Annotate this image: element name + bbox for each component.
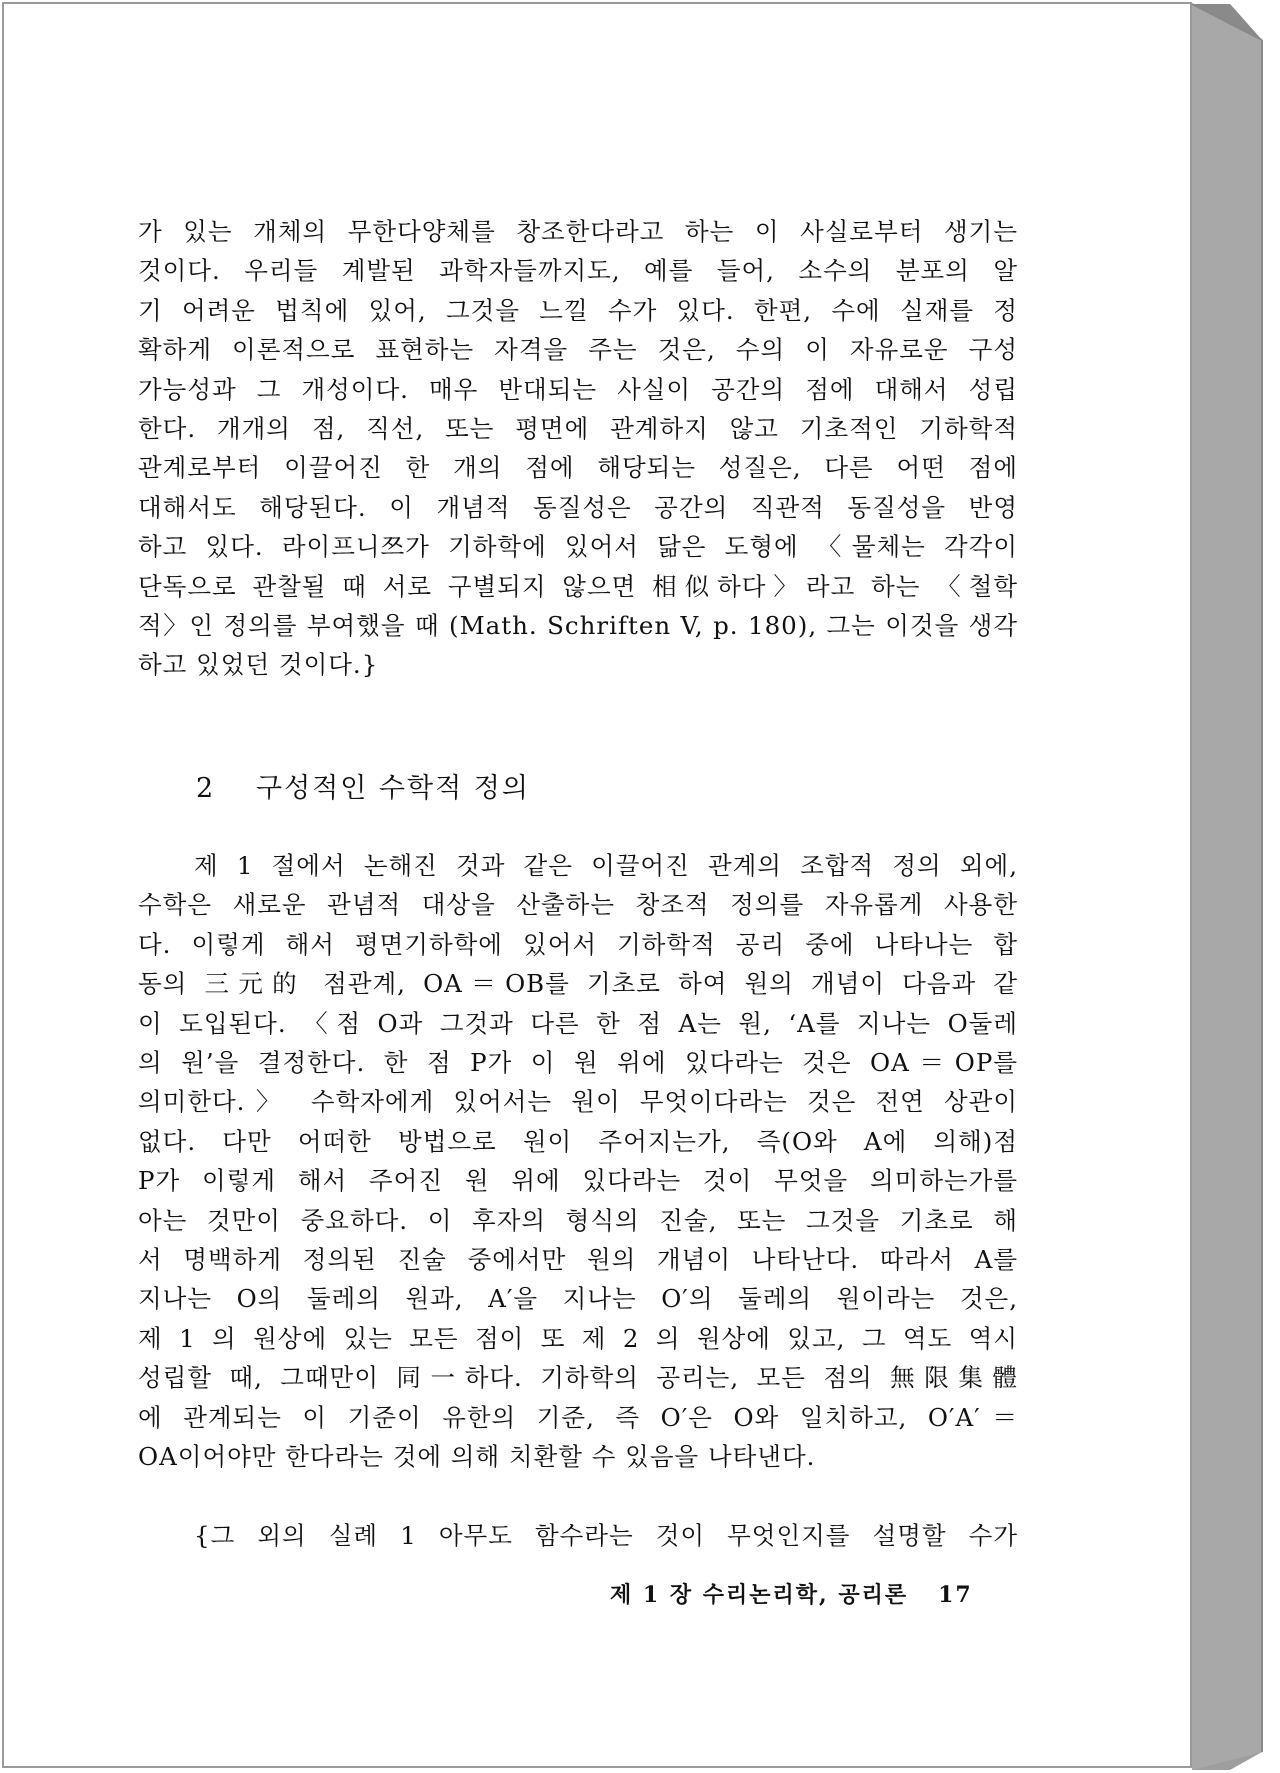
section-number: 2: [196, 773, 216, 804]
text-line: 아는 것만이 중요하다. 이 후자의 형식의 진술, 또는 그것을 기초로 해: [138, 1205, 1018, 1235]
text-line: 제 1 의 원상에 있는 모든 점이 또 제 2 의 원상에 있고, 그 역도 역시: [138, 1323, 1018, 1353]
text-line: 다. 이렇게 해서 평면기하학에 있어서 기하학적 공리 중에 나타나는 합: [138, 929, 1018, 959]
text-line: 가능성과 그 개성이다. 매우 반대되는 사실이 공간의 점에 대해서 성립: [138, 374, 1018, 404]
text-line: 확하게 이론적으로 표현하는 자격을 주는 것은, 수의 이 자유로운 구성: [138, 335, 1018, 365]
text-line: 동의 三元的 점관계, OA＝OB를 기초로 하여 원의 개념이 다음과 같: [138, 969, 1018, 999]
paragraph-3: [138, 1516, 1018, 1555]
text-line: {그 외의 실례 1 아무도 함수라는 것이 무엇인지를 설명할 수가: [194, 1521, 1018, 1550]
text-line: 의 원’을 결정한다. 한 점 P가 이 원 위에 있다라는 것은 OA＝OP를: [138, 1048, 1018, 1078]
text-line: 가 있는 개체의 무한다양체를 창조한다라고 하는 이 사실로부터 생기는: [138, 217, 1018, 246]
page-number: 17: [938, 1582, 973, 1608]
text-line: 성립할 때, 그때만이 同一하다. 기하학의 공리는, 모든 점의 無限集體: [138, 1363, 1018, 1393]
text-line: 관계로부터 이끌어진 한 개의 점에 해당되는 성질은, 다른 어떤 점에: [138, 453, 1018, 483]
text-line: 이 도입된다. 〈점 O과 그것과 다른 한 점 A는 원, ‘A를 지나는 O둘레: [138, 1008, 1018, 1038]
text-line: 제 1 절에서 논해진 것과 같은 이끌어진 관계의 조합적 정의 외에,: [194, 851, 1018, 880]
section-heading: [196, 766, 530, 805]
text-line: P가 이렇게 해서 주어진 원 위에 있다라는 것이 무엇을 의미하는가를: [138, 1166, 1018, 1196]
text-line: 수학은 새로운 관념적 대상을 산출하는 창조적 정의를 자유롭게 사용한: [138, 890, 1018, 920]
text-line: 서 명백하게 정의된 진술 중에서만 원의 개념이 나타난다. 따라서 A를: [138, 1245, 1018, 1275]
text-line: 단독으로 관찰될 때 서로 구별되지 않으면 相似하다〉라고 하는 〈철학: [138, 571, 1018, 601]
paragraph-1: [138, 212, 1018, 685]
section-title: 구성적인 수학적 정의: [256, 773, 530, 804]
text-line: OA이어야만 한다라는 것에 의해 치환할 수 있음을 나타낸다.: [138, 1442, 816, 1472]
text-line: 의미한다.〉 수학자에게 있어서는 원이 무엇이다라는 것은 전연 상관이: [138, 1087, 1018, 1117]
text-line: 것이다. 우리들 계발된 과학자들까지도, 예를 들어, 소수의 분포의 알: [138, 256, 1018, 286]
text-line: 에 관계되는 이 기준이 유한의 기준, 즉 O′은 O와 일치하고, O′A′＝: [138, 1402, 1018, 1432]
text-line: 하고 있다. 라이프니쯔가 기하학에 있어서 닮은 도형에 〈물체는 각각이: [138, 532, 1018, 562]
text-line: 지나는 O의 둘레의 원과, A′을 지나는 O′의 둘레의 원이라는 것은,: [138, 1284, 1018, 1314]
running-footer: [610, 1578, 973, 1609]
text-line: 기 어려운 법칙에 있어, 그것을 느낄 수가 있다. 한편, 수에 실재를 정: [138, 295, 1018, 325]
text-line: 적〉인 정의를 부여했을 때 (Math. Schriften V, p. 180), 그는 이것을 생각: [138, 611, 1018, 641]
text-line: 대해서도 해당된다. 이 개념적 동질성은 공간의 직관적 동질성을 반영: [138, 492, 1018, 522]
text-line: 하고 있었던 것이다.}: [138, 650, 379, 680]
chapter-title: 제 1 장 수리논리학, 공리론: [610, 1582, 909, 1608]
paragraph-2: [138, 846, 1018, 1477]
text-line: 한다. 개개의 점, 직선, 또는 평면에 관계하지 않고 기초적인 기하학적: [138, 414, 1018, 444]
text-line: 없다. 다만 어떠한 방법으로 원이 주어지는가, 즉(O와 A에 의해)점: [138, 1126, 1018, 1156]
